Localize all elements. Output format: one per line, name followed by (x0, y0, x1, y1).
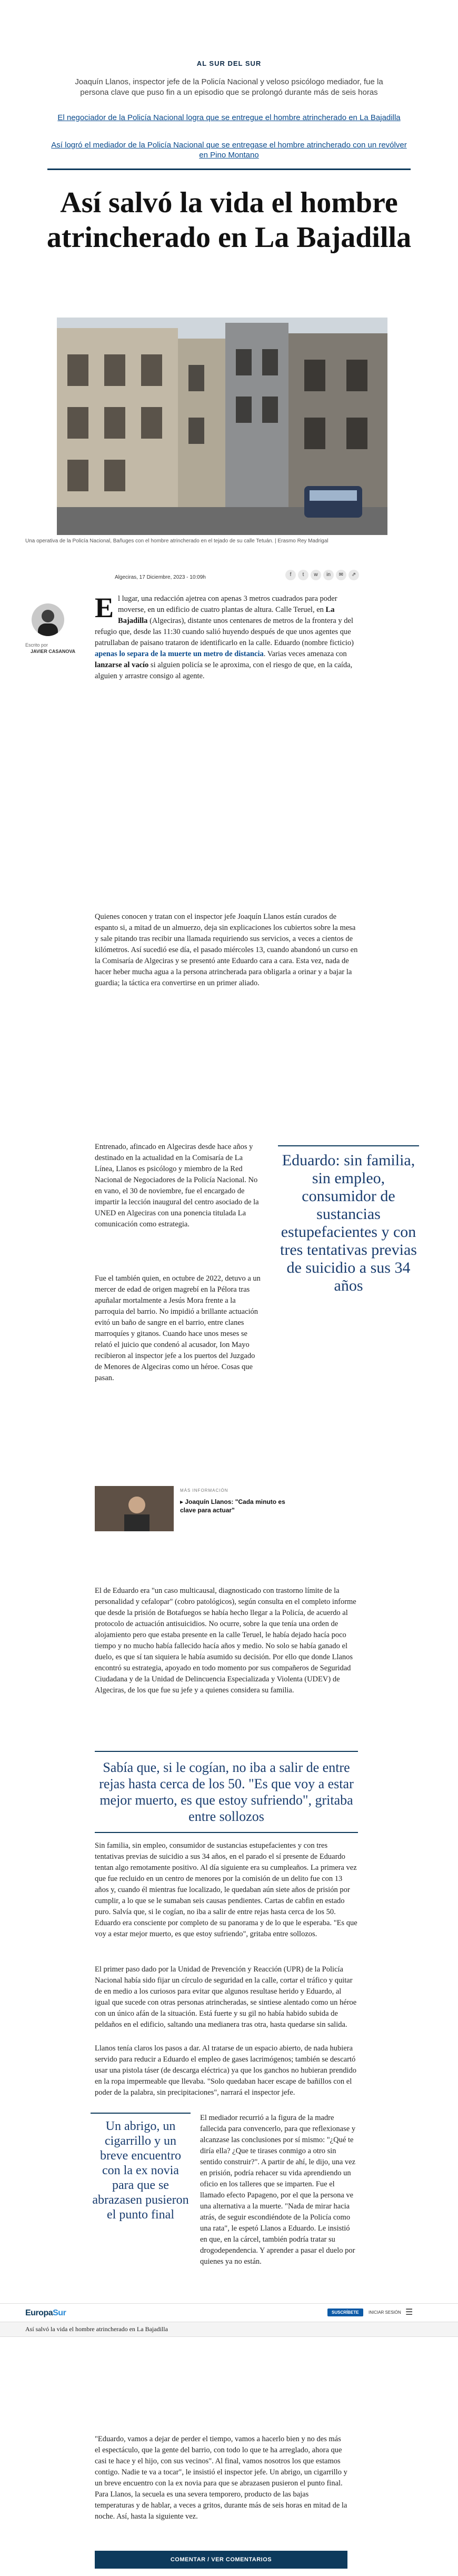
p1-text-g: si alguien policía se le aproxima, con el riesgo de que, en la caída, alguien y arrastre consigo al agente. (95, 661, 353, 680)
brand-logo-b[interactable]: Sur (53, 2309, 66, 2317)
article-photo (57, 318, 387, 535)
pullquote-main: Sabía que, si le cogían, no iba a salir de entre rejas hasta cerca de los 50. "Es que voy a estar mejor muerto, es que estoy sufriendo", gritaba entre sollozos (95, 1751, 358, 1833)
subscribe-button[interactable]: SUSCRÍBETE (327, 2309, 363, 2316)
body-paragraph-10: "Eduardo, vamos a dejar de perder el tiempo, vamos a hacerlo bien y no des más el espectáculo, que la gente del barrio, con todo lo que te ha arreglado, ahora que casi te hace y el hijo, con sus vecinos". Al final, vamos nosotros los que estamos contigo. Nadie te va a tocar", le insistió el inspector jefe. Un abrigo, un cigarrillo y un breve encuentro con la ex novia para que se abrazasen pusieron el punto final. Para Llanos, la secuela es una severa temporero, producto de las bajas temperaturas y de hablar, a veces a gritos, durante más de seis horas en mitad de la noche. Así, hasta la siguiente vez. (95, 2435, 347, 2521)
body-paragraph-1 (95, 593, 358, 682)
related-headline-text[interactable]: Joaquín Llanos: "Cada minuto es clave para actuar" (180, 1498, 285, 1514)
related-label: MÁS INFORMACIÓN (180, 1488, 228, 1493)
pullquote-secondary: Un abrigo, un cigarrillo y un breve encuentro con la ex novia para que se abrazasen pusieron el punto final (91, 2113, 191, 2222)
related-article-box[interactable] (95, 1486, 358, 1544)
brand-logo-a[interactable]: Europa (25, 2309, 53, 2317)
linkedin-share-icon[interactable]: in (323, 570, 334, 580)
brand-logo[interactable] (25, 2309, 66, 2318)
related-link-1[interactable]: El negociador de la Policía Nacional logra que se entregue el hombre atrincherado en La Bajadilla (57, 113, 401, 122)
related-article-thumb[interactable] (95, 1486, 174, 1531)
p1-text-c: (Algeciras), distante unos centenares de metros de la frontera y del refugio que, desde las 11:30 cuando salió huyendo después de que unos agentes que patrullaban de paisano trataron de identificarlo en la calle. Eduardo (nombre ficticio) (95, 617, 354, 647)
related-link-2[interactable]: Así logró el mediador de la Policía Nacional que se entregase el hombre atrincherado con un revólver en Pino Montano (51, 141, 407, 160)
section-kicker: AL SUR DEL SUR (196, 60, 262, 67)
street-photo-illustration (57, 318, 387, 535)
comments-button[interactable]: COMENTAR / VER COMENTARIOS (95, 2551, 347, 2569)
related-headline[interactable]: ▸ Joaquín Llanos: "Cada minuto es clave para actuar" (180, 1498, 285, 1514)
drop-cap: E (95, 592, 114, 623)
body-paragraph-9: El mediador recurrió a la figura de la madre fallecida para convencerlo, para que reflexionase y alcanzase las conclusiones por sí mismo: "¿Qué te diría ella? ¿Que te tirases conmigo a otro sin sentido construir?". A partir de ahí, le dijo, una vez en prisión, podría rehacer su vida aprendiendo un oficio en los talleres que se imparten. Fue el llamado efecto Papageno, por el que la persona ve una alternativa a la muerte. "Nada de mirar hacia atrás, de seguir escondiéndote de la Policía como una rata", le espetó Llanos a Eduardo. Le insistió en que, en la cárcel, también podría tratar su drogodependencia. Y aprender a pasar el duelo por quienes ya no están. (200, 2114, 356, 2266)
p1-text-f: lanzarse al vacío (95, 661, 149, 669)
email-share-icon[interactable]: ✉ (336, 570, 346, 580)
login-button[interactable]: INICIAR SESIÓN (369, 2310, 401, 2315)
share-more-icon[interactable]: ⇗ (349, 570, 359, 580)
article-dek: Joaquín Llanos, inspector jefe de la Policía Nacional y veloso psicólogo mediador, fue la persona clave que puso fin a un episodio que se prolongó durante más de seis horas (75, 77, 383, 97)
body-paragraph-8: Llanos tenía claros los pasos a dar. Al tratarse de un espacio abierto, de nada hubiera servido para reducir a Eduardo el empleo de gases lacrimógenos; también se descartó usar una pistola táser (de descarga eléctrica) ya que los ganchos no hubieran prendido en la ropa impermeable que llevaba. "Solo quedaban hacer escape de bañillos con el poder de la palabra, sin precipitaciones", narrará el inspector jefe. (95, 2044, 356, 2097)
header-divider (47, 169, 411, 170)
facebook-share-icon[interactable]: f (285, 570, 296, 580)
body-paragraph-7: El primer paso dado por la Unidad de Prevención y Reacción (UPR) de la Policía Nacional había sido fijar un círculo de seguridad en la calle, cortar el tráfico y quitar de en medio a los curiosos para evitar que algunos resultase herido y Eduardo, al igual que sucede con otras personas atrincheradas, se sintiese alentado como un héroe con un único afán de la situación. Está fuerte y su gil no había habido subida de peldaños en el edificio, saltando una medianera tras otra, hasta quedarse sin salida. (95, 1965, 357, 2029)
p1-text-d: apenas lo separa de la muerte un metro de distancia (95, 650, 264, 658)
twitter-share-icon[interactable]: t (298, 570, 308, 580)
body-paragraph-2: Quienes conocen y tratan con el inspector jefe Joaquín Llanos están curados de espanto si, a mitad de un almuerzo, deja sin explicaciones los cubiertos sobre la mesa y sale pitando tras recibir una llamada requiriendo sus servicios, a veces a cientos de kilómetros. Así sucedió ese día, el pasado miércoles 13, cuando abandonó un curso en la Comisaría de Algeciras y se presentó ante Eduardo cara a cara. Esta vez, nada de hacer heber mucha agua a la persona atrincherada para obligarla a orinar y a bajar la guardia; la táctica era convertirse en un primer aliado. (95, 913, 358, 987)
p1-text-b: La Bajadilla (118, 606, 335, 625)
body-paragraph-3: Entrenado, afincado en Algeciras desde hace años y destinado en la actualidad en la Comisaría de La Línea, Llanos es psicólogo y miembro de la Red Nacional de Negociadores de la Policía Nacional. No en vano, el 30 de noviembre, fue el encargado de impartir la lección inaugural del centro asociado de la UNED en Algeciras con una ponencia titulada La comunicación como estrategia. (95, 1143, 259, 1228)
menu-icon[interactable]: ☰ (405, 2308, 413, 2317)
photo-caption: Una operativa de la Policía Nacional, Bañuges con el hombre atrincherado en el tejado de su calle Tetuán. | Erasmo Rey Madrigal (25, 538, 328, 544)
p1-text-e: . Varias veces amenaza con (263, 650, 347, 658)
author-label: Escrito por (25, 642, 48, 648)
pullquote-side: Eduardo: sin familia, sin empleo, consumidor de sustancias estupefacientes y con tres tentativas previas de suicidio a sus 34 años (278, 1145, 419, 1295)
body-paragraph-6: Sin familia, sin empleo, consumidor de sustancias estupefacientes y con tres tentativas previas de suicidio a sus 34 años, en el parado el sí presente de Eduardo tentan algo remotamente positivo. Al día siguiente era su cumpleaños. La primera vez que fue recluido en un centro de menores por la comisión de un delito fue con 13 años y, cuando él mientras fue localizado, le quedaban aún siete años de prisión por cumplir, a lo que se le sumaban seis causas pendientes. Cartas de cabfin en estado puro. Salvía que, si le cogían, no iba a salir de entre rejas hasta cerca de los 50. Eduardo era consciente por completo de su panorama y de lo que le esperaba. "Es que voy a estar mejor muerto, es que estoy sufriendo", gritaba entre sollozos. (95, 1841, 357, 1938)
article-dateline: Algeciras, 17 Diciembre, 2023 - 10:09h (115, 574, 206, 580)
subbar-title: Así salvó la vida el hombre atrincherado en La Bajadilla (25, 2325, 168, 2333)
article-subbar (0, 2322, 458, 2337)
sticky-navbar (0, 2303, 458, 2322)
article-title: Así salvó la vida el hombre atrincherado en La Bajadilla (46, 186, 412, 254)
author-avatar[interactable] (32, 603, 64, 636)
p1-text-a: l lugar, una redacción ajetrea con apenas 3 metros cuadrados para poder moverse, en un edificio de cuatro plantas de altura. Calle Teruel, en (118, 595, 337, 614)
author-name[interactable]: JAVIER CASANOVA (31, 649, 76, 654)
whatsapp-share-icon[interactable]: w (311, 570, 321, 580)
body-paragraph-4: Fue el también quien, en octubre de 2022, detuvo a un mercer de edad de origen magrebí en la Pélora tras apuñalar mortalmente a Jesús Mora frente a la parroquia del barrio. No impidió a brillante actuación evitó un baño de sangre en el barrio, entre clanes marroquíes y gitanos. Cuando hace unos meses se relató el juicio que condenó al acusador, Ion Mayo recibieron al inspector jefe a los puertos del Juzgado de Menores de Algeciras como un héroe. Cosas que pasan. (95, 1274, 261, 1382)
body-paragraph-5: El de Eduardo era "un caso multicausal, diagnosticado con trastorno límite de la personalidad y cefalopar" (cobro patológicos), según consulta en el completo informe que desde la prisión de Botafuegos se había hecho llegar a la Policía, de acuerdo al protocolo de actuación antisuicidios. No ocurre, sobre la que tenía una orden de alojamiento pero que estaba presente en la calle Teruel, le había dejado hacía poco tiempo y no mucho había fallecido hacía años y medio. No solo se había ganado el duelo, es que sí tan siquiera le había asumido su decisión. Por ello que donde Llanos encontró su estrategia, apoyado en todo momento por sus compañeros de Seguridad Ciudadana y de la Unidad de Delincuencia Especializada y Violenta (UDEV) de Algeciras, de los que fue su jefe y a quienes considera su familia. (95, 1587, 356, 1695)
